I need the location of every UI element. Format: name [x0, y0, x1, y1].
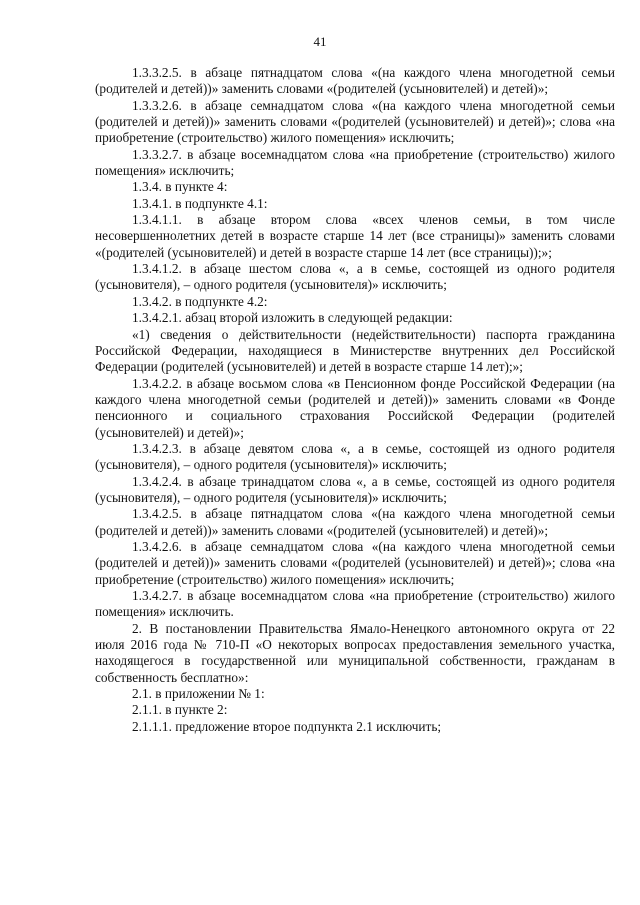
paragraph-1-3-4-1-1: 1.3.4.1.1. в абзаце втором слова «всех членов семьи, в том числе несовершеннолетних детей в возрасте старше 14 лет (все страницы)» заменить словами «(родителей (усыновителей) и детей в возрасте старше 14 лет (все страницы));»;	[95, 212, 615, 260]
paragraph-1-3-4: 1.3.4. в пункте 4:	[132, 179, 228, 195]
paragraph-1-3-4-2-4: 1.3.4.2.4. в абзаце тринадцатом слова «, а в семье, состоящей из одного родителя (усыновителя), – одного родителя (усыновителя)» исключить;	[95, 473, 615, 505]
paragraph-1-3-4-2-1: 1.3.4.2.1. абзац второй изложить в следующей редакции:	[132, 310, 453, 326]
paragraph-1-3-4-1: 1.3.4.1. в подпункте 4.1:	[132, 195, 268, 211]
paragraph-1-3-3-2-6: 1.3.3.2.6. в абзаце семнадцатом слова «(на каждого члена многодетной семьи (родителей и детей))» заменить словами «(родителей (усыновителей) и детей)»; слова «на приобретение (строительство) жилого помещения» исключить;	[95, 97, 615, 146]
paragraph-2-1-1: 2.1.1. в пункте 2:	[132, 702, 228, 718]
paragraph-1-3-4-2-5: 1.3.4.2.5. в абзаце пятнадцатом слова «(на каждого члена многодетной семьи (родителей и детей))» заменить словами «(родителей (усыновителей) и детей)»;	[95, 506, 615, 538]
document-body	[95, 65, 615, 735]
paragraph-1-3-4-2-2: 1.3.4.2.2. в абзаце восьмом слова «в Пенсионном фонде Российской Федерации (на каждого члена многодетной семьи (родителей и детей))» заменить словами «в Фонде пенсионного и социального страхования Российской Федерации (родителей (усыновителей) и детей)»;	[95, 375, 615, 440]
paragraph-1-3-4-1-2: 1.3.4.1.2. в абзаце шестом слова «, а в семье, состоящей из одного родителя (усыновителя), – одного родителя (усыновителя)» исключить;	[95, 261, 615, 293]
paragraph-quoted-item-1: «1) сведения о действительности (недействительности) паспорта гражданина Российской Федерации, находящиеся в Министерстве внутренних дел Российской Федерации (родителей (усыновителей) и детей в возрасте старше 14 лет);»;	[95, 326, 615, 375]
paragraph-1-3-3-2-5: 1.3.3.2.5. в абзаце пятнадцатом слова «(на каждого члена многодетной семьи (родителей и детей))» заменить словами «(родителей (усыновителей) и детей)»;	[95, 65, 615, 97]
paragraph-1-3-4-2-6: 1.3.4.2.6. в абзаце семнадцатом слова «(на каждого члена многодетной семьи (родителей и детей))» заменить словами «(родителей (усыновителей) и детей)»; слова «на приобретение (строительство) жилого помещения» исключить;	[95, 538, 615, 587]
paragraph-1-3-4-2-7: 1.3.4.2.7. в абзаце восемнадцатом слова «на приобретение (строительство) жилого помещения» исключить.	[95, 588, 615, 620]
paragraph-2-1: 2.1. в приложении № 1:	[132, 686, 265, 702]
paragraph-2-1-1-1: 2.1.1.1. предложение второе подпункта 2.1 исключить;	[132, 718, 442, 734]
paragraph-1-3-3-2-7: 1.3.3.2.7. в абзаце восемнадцатом слова «на приобретение (строительство) жилого помещения» исключить;	[95, 146, 615, 179]
paragraph-1-3-4-2-3: 1.3.4.2.3. в абзаце девятом слова «, а в семье, состоящей из одного родителя (усыновителя), – одного родителя (усыновителя)» исключить;	[95, 440, 615, 473]
paragraph-2: 2. В постановлении Правительства Ямало-Ненецкого автономного округа от 22 июля 2016 года № 710-П «О некоторых вопросах предоставления земельного участка, находящегося в государственной или муниципальной собственности, гражданам в собственность бесплатно»:	[95, 620, 615, 685]
page-number: 41	[313, 34, 327, 49]
paragraph-1-3-4-2: 1.3.4.2. в подпункте 4.2:	[132, 293, 268, 309]
